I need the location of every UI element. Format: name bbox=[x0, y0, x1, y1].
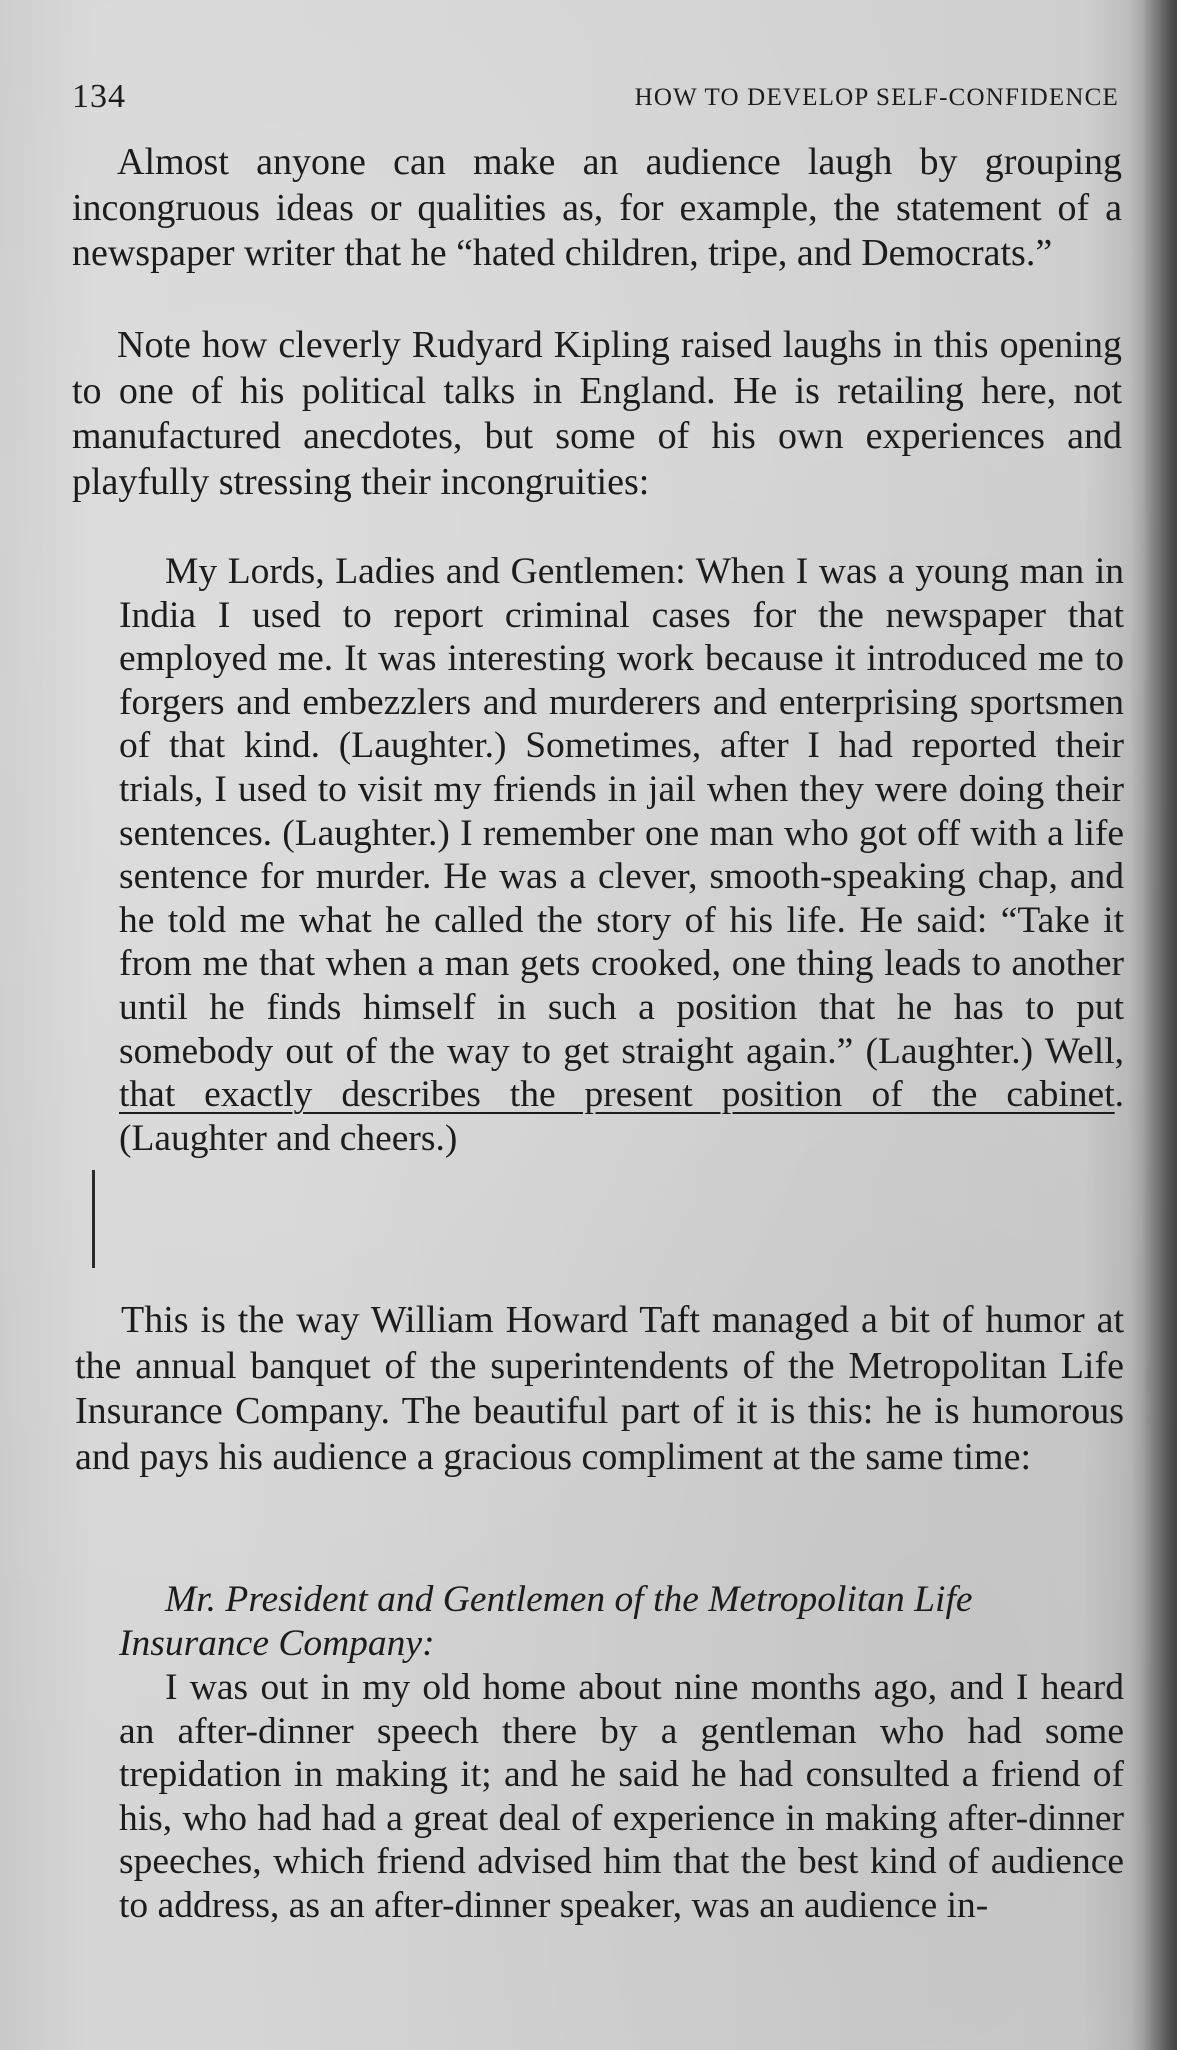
taft-quote-body: I was out in my old home about nine months ago, and I heard an after-dinner speech there by a gentleman who had some trepidation in making it; and he said he had consulted a friend of his, who had had a great deal of experience in making after-dinner speeches, which friend advised him that the best kind of audience to address, as an after-dinner speaker, was an audience in- bbox=[119, 1667, 1124, 1926]
paragraph-taft-intro: This is the way William Howard Taft managed a bit of humor at the annual banquet of the superintendents of the Metropolitan Life Insurance Company. The beautiful part of it is this: he is humorous and pays his audience a gracious compliment at the same time: bbox=[75, 1299, 1124, 1478]
kipling-quote bbox=[119, 550, 1124, 1160]
page-header bbox=[72, 78, 1119, 118]
spine-shadow bbox=[1143, 0, 1177, 2050]
kipling-quote-ending: . (Laughter and cheers.) bbox=[119, 1074, 1124, 1159]
paragraph-kipling-intro: Note how cleverly Rudyard Kipling raised laughs in this opening to one of his political talks in England. He is retailing here, not manufactured anecdotes, but some of his own experiences and playfully stressing their incongruities: bbox=[72, 324, 1122, 503]
page-number: 134 bbox=[72, 78, 126, 115]
underlined-passage: that exactly describes the present position of the cabinet bbox=[119, 1074, 1115, 1116]
taft-quote-salutation: Mr. President and Gentlemen of the Metropolitan Life Insurance Company: bbox=[119, 1579, 973, 1664]
paragraph-incongruous-ideas: Almost anyone can make an audience laugh by grouping incongruous ideas or qualities as, for example, the statement of a newspaper writer that he “hated children, tripe, and Democrats.” bbox=[72, 141, 1122, 274]
running-head: HOW TO DEVELOP SELF-CONFIDENCE bbox=[634, 84, 1119, 111]
margin-mark bbox=[92, 1170, 95, 1268]
kipling-quote-text: My Lords, Ladies and Gentlemen: When I was a young man in India I used to report criminal cases for the newspaper that employed me. It was interesting work because it introduced me to forgers and embezzlers and murderers and enterprising sportsmen of that kind. (Laughter.) Sometimes, after I had reported their trials, I used to visit my friends in jail when they were doing their sentences. (Laughter.) I remember one man who got off with a life sentence for murder. He was a clever, smooth-speaking chap, and he told me what he called the story of his life. He said: “Take it from me that when a man gets crooked, one thing leads to another until he finds himself in such a position that he has to put somebody out of the way to get straight again.” (Laughter.) Well, bbox=[119, 551, 1124, 1072]
